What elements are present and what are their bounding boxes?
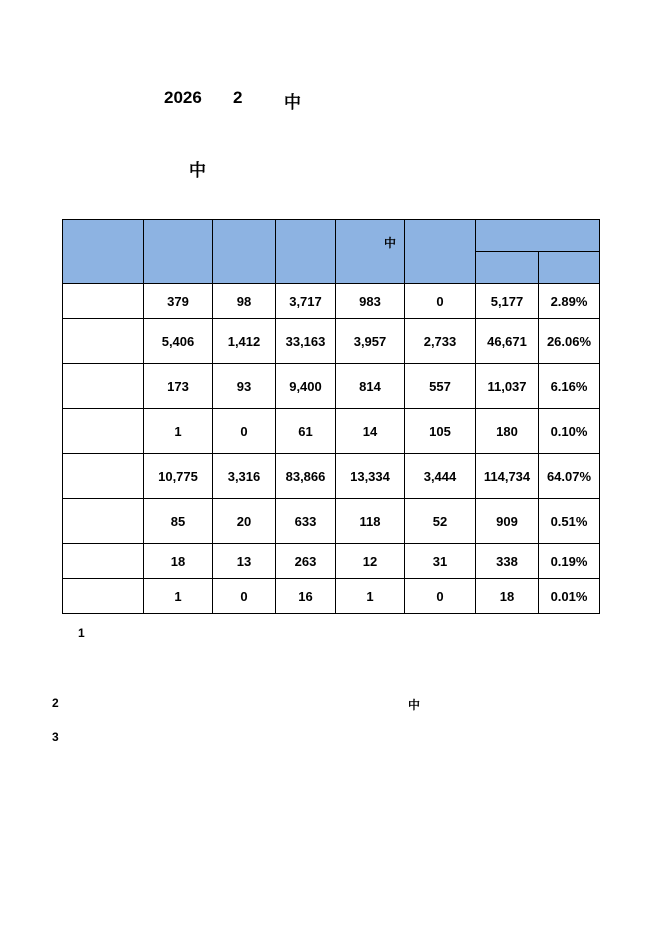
row-label-cell [63,409,144,454]
table-cell: 85 [144,499,213,544]
table-cell: 98 [213,284,276,319]
table-cell: 83,866 [276,454,336,499]
table-cell: 338 [476,544,539,579]
header-subcell [476,252,539,284]
table-cell: 11,037 [476,364,539,409]
header-cell [276,220,336,284]
table-cell: 61 [276,409,336,454]
table-cell: 93 [213,364,276,409]
table-cell: 26.06% [539,319,600,364]
header-cell [213,220,276,284]
table-cell: 983 [336,284,405,319]
table-cell: 3,444 [405,454,476,499]
table-cell: 0.01% [539,579,600,614]
table-cell: 46,671 [476,319,539,364]
table-cell: 105 [405,409,476,454]
table-cell: 13,334 [336,454,405,499]
table-row [63,409,600,454]
table-cell: 0.10% [539,409,600,454]
table-row [63,544,600,579]
table-cell: 9,400 [276,364,336,409]
table-row [63,579,600,614]
row-label-cell [63,284,144,319]
table-cell: 3,957 [336,319,405,364]
table-cell: 0 [213,409,276,454]
table-cell: 0.19% [539,544,600,579]
title-year: 2026 [164,88,202,107]
table-row [63,284,600,319]
table-cell: 20 [213,499,276,544]
table-cell: 1 [336,579,405,614]
table-cell: 557 [405,364,476,409]
table-cell: 909 [476,499,539,544]
table-cell: 0 [405,579,476,614]
table-cell: 13 [213,544,276,579]
table-row [63,499,600,544]
table-row [63,364,600,409]
footnote-3: 3 [52,730,59,744]
table-cell: 0 [405,284,476,319]
footnote-1: 1 [78,626,85,640]
table-cell: 0.51% [539,499,600,544]
table-cell: 64.07% [539,454,600,499]
table-cell: 263 [276,544,336,579]
row-label-cell [63,319,144,364]
footnote-2-character: 中 [408,698,421,712]
row-label-cell [63,364,144,409]
header-cell [405,220,476,284]
row-label-cell [63,499,144,544]
table-cell: 10,775 [144,454,213,499]
table-cell: 0 [213,579,276,614]
table-cell: 18 [144,544,213,579]
table-row [63,454,600,499]
table-cell: 16 [276,579,336,614]
table-cell: 12 [336,544,405,579]
table-row [63,319,600,364]
table-cell: 379 [144,284,213,319]
row-label-cell [63,544,144,579]
row-label-cell [63,454,144,499]
table-cell: 52 [405,499,476,544]
table-cell: 14 [336,409,405,454]
table-cell: 633 [276,499,336,544]
table-cell: 114,734 [476,454,539,499]
header-mark: 中 [383,236,396,250]
title-month: 2 [233,88,243,107]
table-cell: 3,316 [213,454,276,499]
title-character: 中 [284,93,301,112]
table-cell: 1 [144,579,213,614]
table-cell: 5,406 [144,319,213,364]
header-cell [63,220,144,284]
header-group-cell [476,220,600,252]
header-cell [144,220,213,284]
row-label-cell [63,579,144,614]
table-cell: 173 [144,364,213,409]
table-cell: 2,733 [405,319,476,364]
table-cell: 1,412 [213,319,276,364]
table-cell: 118 [336,499,405,544]
table-cell: 1 [144,409,213,454]
table-cell: 5,177 [476,284,539,319]
header-cell [336,220,405,284]
table-cell: 33,163 [276,319,336,364]
table-body [63,284,600,614]
page-subtitle: 中 [189,161,206,180]
table-cell: 18 [476,579,539,614]
table-cell: 31 [405,544,476,579]
statistics-table [62,219,600,614]
footnote-2: 2 [52,696,59,710]
header-subcell [539,252,600,284]
table-cell: 2.89% [539,284,600,319]
table-cell: 3,717 [276,284,336,319]
table-cell: 180 [476,409,539,454]
table-cell: 814 [336,364,405,409]
table-cell: 6.16% [539,364,600,409]
